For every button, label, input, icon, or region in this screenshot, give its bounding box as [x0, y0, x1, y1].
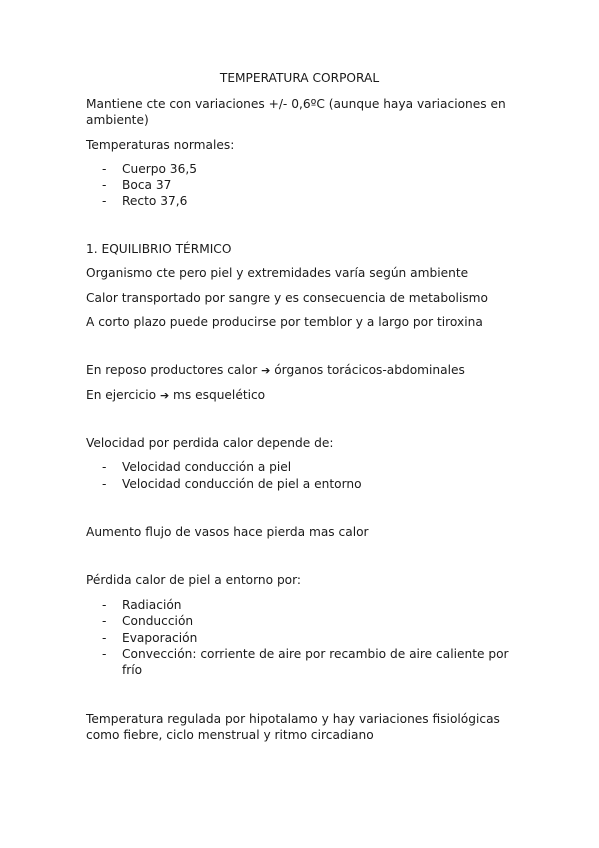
list-item: Evaporación [122, 631, 198, 645]
list-bullet: - [102, 162, 107, 176]
list-bullet: - [102, 598, 107, 612]
paragraph: A corto plazo puede producirse por temblor y a largo por tiroxina [86, 315, 483, 329]
list-item-continuation: frío [122, 663, 143, 677]
list-bullet: - [102, 194, 107, 208]
list-item: Velocidad conducción a piel [122, 460, 292, 474]
arrow-right-icon: ➔ [159, 389, 170, 402]
paragraph: Temperaturas normales: [86, 138, 235, 152]
paragraph [86, 362, 465, 379]
paragraph: Temperatura regulada por hipotalamo y hay variaciones fisiológicas [86, 712, 500, 726]
paragraph [86, 387, 265, 404]
paragraph: Velocidad por perdida calor depende de: [86, 436, 334, 450]
paragraph: Organismo cte pero piel y extremidades varía según ambiente [86, 266, 469, 280]
paragraph: Aumento flujo de vasos hace pierda mas calor [86, 525, 369, 539]
list-item: Convección: corriente de aire por recambio de aire caliente por [122, 647, 509, 661]
section-heading: 1. EQUILIBRIO TÉRMICO [86, 242, 232, 256]
list-item: Recto 37,6 [122, 194, 188, 208]
paragraph-text: órganos torácicos-abdominales [274, 363, 465, 377]
paragraph: Mantiene cte con variaciones +/- 0,6ºC (aunque haya variaciones en [86, 97, 506, 111]
list-item: Radiación [122, 598, 182, 612]
paragraph-text: En ejercicio [86, 388, 157, 402]
arrow-right-icon: ➔ [261, 364, 271, 377]
list-item: Boca 37 [122, 178, 172, 192]
list-bullet: - [102, 477, 107, 491]
list-bullet: - [102, 631, 107, 645]
list-bullet: - [102, 614, 107, 628]
list-item: Cuerpo 36,5 [122, 162, 197, 176]
list-bullet: - [102, 647, 107, 661]
list-bullet: - [102, 460, 107, 474]
paragraph-text: En reposo productores calor [86, 363, 258, 377]
paragraph: como fiebre, ciclo menstrual y ritmo circadiano [86, 728, 374, 742]
paragraph: Calor transportado por sangre y es consecuencia de metabolismo [86, 291, 489, 305]
page-title: TEMPERATURA CORPORAL [219, 71, 380, 85]
list-item: Velocidad conducción de piel a entorno [122, 477, 362, 491]
paragraph: Pérdida calor de piel a entorno por: [86, 573, 302, 587]
paragraph: ambiente) [86, 113, 149, 127]
list-item: Conducción [122, 614, 194, 628]
paragraph-text: ms esquelético [173, 388, 266, 402]
list-bullet: - [102, 178, 107, 192]
